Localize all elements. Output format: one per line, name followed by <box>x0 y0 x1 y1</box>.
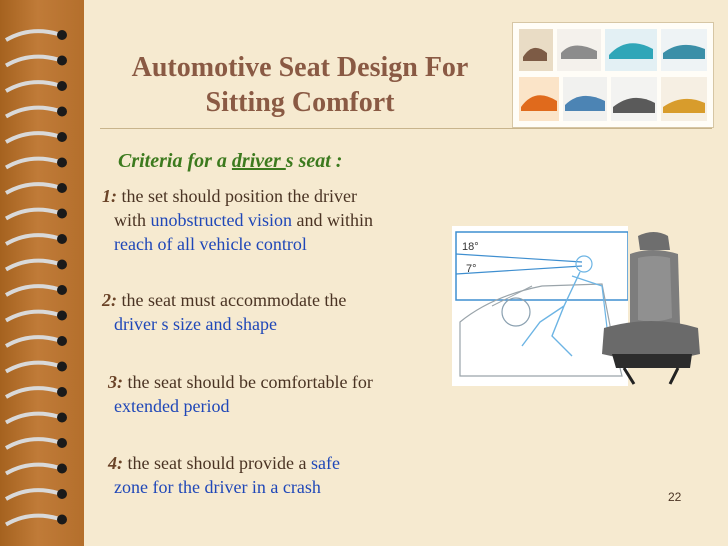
criteria-prefix: Criteria for a <box>118 150 232 172</box>
ring-hole <box>57 489 67 499</box>
spiral-ring <box>6 184 58 193</box>
spiral-ring <box>6 235 58 244</box>
item-number: 1: <box>102 186 117 206</box>
spiral-ring <box>6 133 58 142</box>
spiral-ring <box>6 210 58 219</box>
ring-hole <box>57 158 67 168</box>
ring-hole <box>57 107 67 117</box>
ring-hole <box>57 234 67 244</box>
item-text: the seat should be comfortable for <box>123 372 373 392</box>
ring-hole <box>57 336 67 346</box>
item-text: with <box>114 210 151 230</box>
item-text: and within <box>292 210 374 230</box>
item-text: the seat should provide a <box>123 453 311 473</box>
item-highlight: zone for the driver in a crash <box>114 477 321 497</box>
ring-hole <box>57 260 67 270</box>
item-text: the seat must accommodate the <box>117 290 347 310</box>
ring-hole <box>57 81 67 91</box>
criteria-heading <box>118 150 342 173</box>
ring-hole <box>57 464 67 474</box>
title-line-2: Sitting Comfort <box>205 87 395 118</box>
car-sketches-image <box>512 22 714 128</box>
angle-label-7: 7° <box>466 263 477 275</box>
item-highlight: extended period <box>114 396 230 416</box>
criteria-item-4 <box>108 451 340 499</box>
spiral-ring <box>6 159 58 168</box>
ring-hole <box>57 30 67 40</box>
item-number: 3: <box>108 372 123 392</box>
ring-hole <box>57 438 67 448</box>
criteria-item-2 <box>102 288 346 336</box>
item-number: 2: <box>102 290 117 310</box>
page-number: 22 <box>668 490 682 504</box>
ring-hole <box>57 132 67 142</box>
ring-hole <box>57 209 67 219</box>
spiral-ring <box>6 465 58 474</box>
spiral-ring <box>6 490 58 499</box>
ring-hole <box>57 311 67 321</box>
spiral-ring <box>6 388 58 397</box>
criteria-item-3 <box>108 370 373 418</box>
spiral-ring <box>6 57 58 66</box>
item-number: 4: <box>108 453 123 473</box>
spiral-ring <box>6 286 58 295</box>
title-line-1: Automotive Seat Design For <box>131 52 469 83</box>
title-divider <box>100 128 712 129</box>
item-highlight: reach of all vehicle control <box>114 234 307 254</box>
ring-hole <box>57 183 67 193</box>
spiral-ring <box>6 312 58 321</box>
spiral-ring <box>6 337 58 346</box>
criteria-suffix: s seat : <box>285 150 343 172</box>
item-highlight: driver s size and shape <box>114 314 277 334</box>
criteria-underlined: driver <box>231 150 286 172</box>
item-highlight: safe <box>310 453 340 473</box>
ring-hole <box>57 413 67 423</box>
item-text: the set should position the driver <box>117 186 357 206</box>
spiral-ring <box>6 439 58 448</box>
spiral-ring <box>6 414 58 423</box>
spiral-ring <box>6 31 58 40</box>
spiral-ring <box>6 363 58 372</box>
ring-hole <box>57 387 67 397</box>
spiral-ring <box>6 108 58 117</box>
car-seat-image <box>594 228 710 388</box>
ring-hole <box>57 362 67 372</box>
criteria-item-1 <box>102 184 373 256</box>
ring-hole <box>57 515 67 525</box>
item-highlight: unobstructed vision <box>150 210 293 230</box>
spiral-ring <box>6 82 58 91</box>
spiral-ring <box>6 516 58 525</box>
ring-hole <box>57 285 67 295</box>
ring-hole <box>57 56 67 66</box>
spiral-ring <box>6 261 58 270</box>
slide-title <box>100 50 500 120</box>
spiral-rings-icon <box>0 0 84 546</box>
angle-label-18: 18° <box>462 241 479 253</box>
